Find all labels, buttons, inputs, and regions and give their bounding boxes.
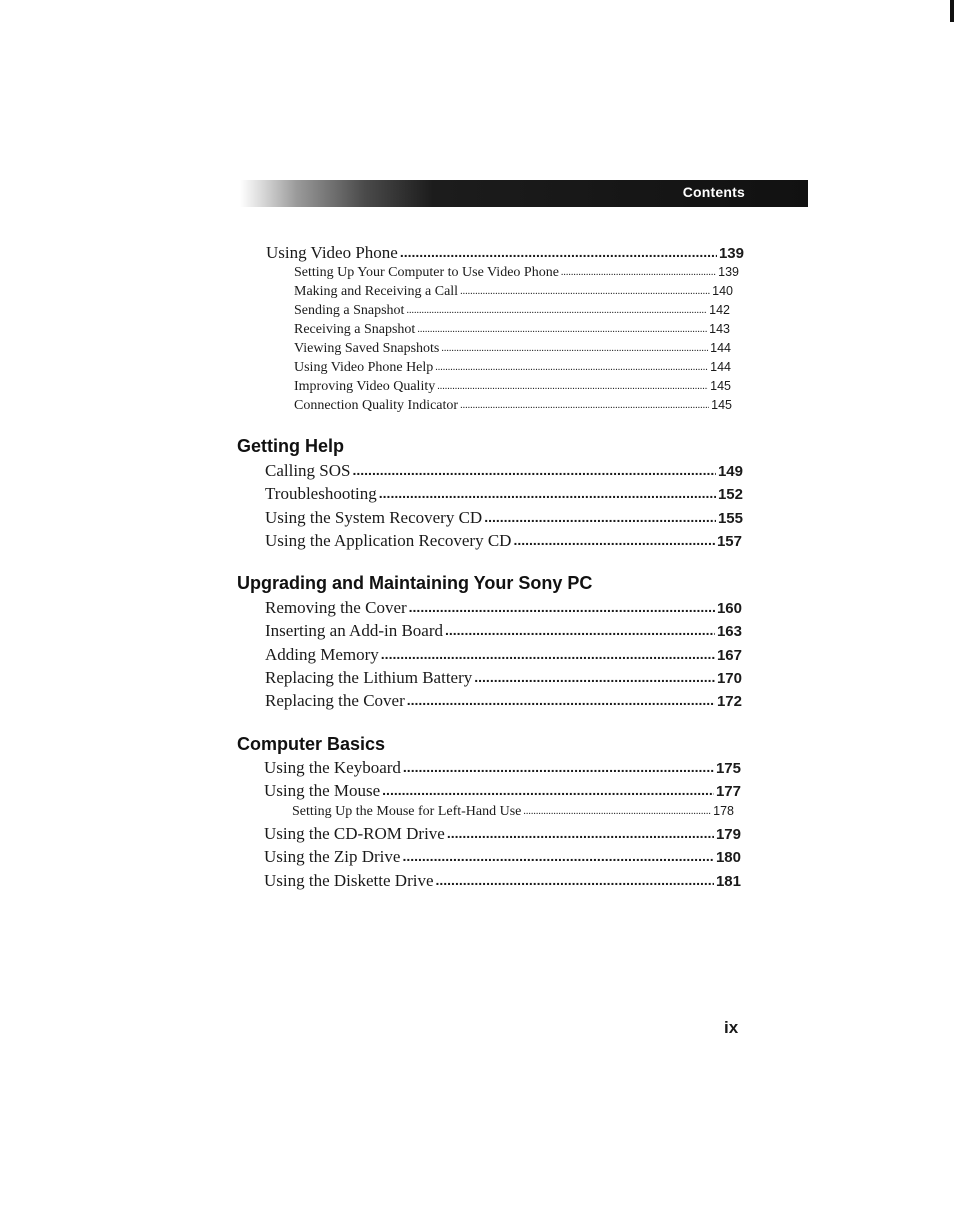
- dot-leader: [437, 381, 708, 392]
- dot-leader: [513, 532, 715, 548]
- dot-leader: [407, 692, 715, 708]
- dot-leader: [460, 400, 709, 411]
- toc-entry-label: Using the Zip Drive: [264, 847, 401, 866]
- toc-subentry[interactable]: [292, 804, 734, 822]
- toc-entry[interactable]: [264, 871, 741, 893]
- toc-subentry-page: 140: [712, 284, 733, 298]
- dot-leader: [436, 872, 714, 888]
- dot-leader: [441, 343, 708, 354]
- toc-entry-label: Using the Mouse: [264, 781, 381, 800]
- section-heading: Getting Help: [237, 436, 344, 456]
- toc-entry-label: Using Video Phone: [266, 243, 398, 262]
- toc-entry-page: 163: [716, 623, 742, 640]
- toc-subentry[interactable]: [294, 379, 731, 397]
- dot-leader: [403, 759, 714, 775]
- toc-entry-label: Inserting an Add-in Board: [265, 621, 443, 640]
- toc-entry-label: Using the CD-ROM Drive: [264, 824, 445, 843]
- contents-header-bar: [240, 180, 808, 207]
- dot-leader: [400, 244, 717, 260]
- dot-leader: [523, 806, 711, 817]
- toc-entry[interactable]: [265, 691, 742, 713]
- toc-subentry[interactable]: [294, 360, 731, 378]
- dot-leader: [381, 646, 715, 662]
- toc-entry-label: Using the System Recovery CD: [265, 508, 483, 527]
- dot-leader: [474, 669, 715, 685]
- dot-leader: [402, 848, 714, 864]
- toc-entry-label: Removing the Cover: [265, 598, 407, 617]
- toc-subentry[interactable]: [294, 303, 730, 321]
- corner-mark: [950, 0, 954, 22]
- toc-entry[interactable]: [265, 484, 743, 506]
- toc-entry[interactable]: [264, 847, 741, 869]
- dot-leader: [460, 286, 710, 297]
- toc-entry-page: 181: [715, 873, 741, 890]
- toc-entry[interactable]: [265, 621, 742, 643]
- toc-subentry[interactable]: [294, 284, 733, 302]
- toc-subentry-page: 145: [711, 398, 732, 412]
- toc-entry-label: Replacing the Lithium Battery: [265, 668, 473, 687]
- section-heading: Upgrading and Maintaining Your Sony PC: [237, 573, 593, 593]
- toc-entry[interactable]: [264, 824, 741, 846]
- toc-entry[interactable]: [265, 645, 742, 667]
- toc-subentry-label: Viewing Saved Snapshots: [294, 341, 440, 356]
- toc-subentry-page: 142: [709, 303, 730, 317]
- dot-leader: [353, 462, 716, 478]
- toc-subentry-page: 145: [710, 379, 731, 393]
- toc-entry-label: Calling SOS: [265, 461, 351, 480]
- dot-leader: [409, 599, 715, 615]
- toc-entry-label: Adding Memory: [265, 645, 379, 664]
- toc-entry-label: Replacing the Cover: [265, 691, 405, 710]
- toc-subentry-label: Sending a Snapshot: [294, 303, 405, 318]
- toc-subentry[interactable]: [294, 265, 739, 283]
- toc-entry[interactable]: [265, 668, 742, 690]
- dot-leader: [435, 362, 708, 373]
- toc-entry-label: Using the Application Recovery CD: [265, 531, 512, 550]
- toc-subentry-page: 144: [710, 341, 731, 355]
- toc-subentry-label: Making and Receiving a Call: [294, 284, 459, 299]
- toc-entry-page: 157: [716, 533, 742, 550]
- dot-leader: [406, 305, 707, 316]
- dot-leader: [447, 825, 714, 841]
- toc-subentry-label: Setting Up Your Computer to Use Video Phone: [294, 265, 559, 280]
- toc-entry-page: 175: [715, 760, 741, 777]
- toc-entry-label: Troubleshooting: [265, 484, 377, 503]
- toc-entry-page: 170: [716, 670, 742, 687]
- toc-subentry-label: Setting Up the Mouse for Left-Hand Use: [292, 804, 522, 819]
- dot-leader: [382, 782, 714, 798]
- toc-subentry[interactable]: [294, 341, 731, 359]
- toc-entry-page: 180: [715, 849, 741, 866]
- toc-subentry-page: 178: [713, 804, 734, 818]
- section-heading: Computer Basics: [237, 734, 386, 754]
- toc-entry-page: 167: [716, 647, 742, 664]
- toc-subentry-page: 139: [718, 265, 739, 279]
- toc-entry[interactable]: [264, 781, 741, 803]
- toc-entry-page: 172: [716, 693, 742, 710]
- toc-entry[interactable]: [265, 598, 742, 620]
- toc-subentry-label: Using Video Phone Help: [294, 360, 434, 375]
- toc-subentry-label: Receiving a Snapshot: [294, 322, 416, 337]
- page-folio: ix: [724, 1018, 739, 1037]
- toc-entry-page: 152: [717, 486, 743, 503]
- dot-leader: [417, 324, 707, 335]
- toc-entry-page: 149: [717, 463, 743, 480]
- dot-leader: [561, 267, 716, 278]
- toc-entry-page: 160: [716, 600, 742, 617]
- toc-entry[interactable]: [265, 508, 743, 530]
- toc-entry[interactable]: [264, 758, 741, 780]
- toc-entry-label: Using the Diskette Drive: [264, 871, 434, 890]
- dot-leader: [484, 509, 716, 525]
- toc-entry-page: 179: [715, 826, 741, 843]
- toc-entry[interactable]: [265, 461, 743, 483]
- toc-subentry[interactable]: [294, 322, 730, 340]
- toc-subentry-label: Connection Quality Indicator: [294, 398, 459, 413]
- toc-entry-page: 155: [717, 510, 743, 527]
- toc-subentry-page: 143: [709, 322, 730, 336]
- toc-subentry[interactable]: [294, 398, 732, 416]
- toc-entry[interactable]: [265, 531, 742, 553]
- dot-leader: [379, 485, 716, 501]
- dot-leader: [445, 622, 715, 638]
- toc-entry-label: Using the Keyboard: [264, 758, 401, 777]
- toc-entry-page: 177: [715, 783, 741, 800]
- header-title: Contents: [682, 184, 745, 200]
- toc-subentry-page: 144: [710, 360, 731, 374]
- toc-entry[interactable]: [266, 243, 744, 265]
- toc-subentry-label: Improving Video Quality: [294, 379, 436, 394]
- toc-entry-page: 139: [718, 245, 744, 262]
